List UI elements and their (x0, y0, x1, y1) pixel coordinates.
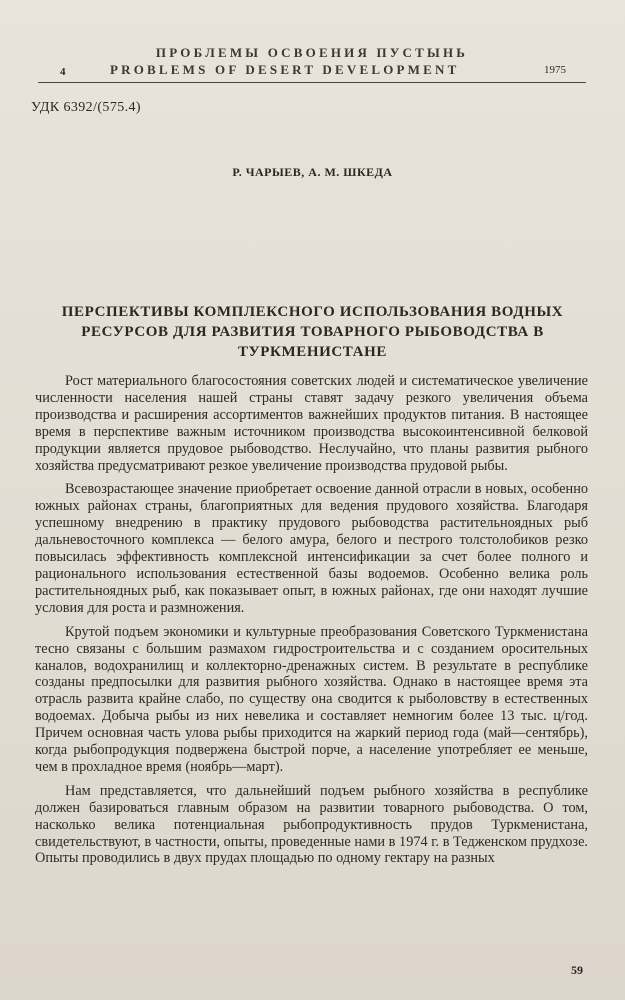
paragraph: Крутой подъем экономики и культурные преобразования Советского Туркменистана тесно связаны с большим размахом гидростроительства и с созданием оросительных каналов, водохранилищ и коллекторно-дренажных систем. В результате в республике созданы предпосылки для развития рыбного хозяйства. Однако в настоящее время эта отрасль развита крайне слабо, по существу она сводится к рыболовству в естественных водоемах. Добыча рыбы из них невелика и составляет немногим более 13 тыс. ц/год. Причем основная часть улова рыбы приходится на жаркий период года (май—сентябрь), когда рыбопродукция подвержена быстрой порче, а население употребляет ее меньше, чем в прохладное время (ноябрь—март). (35, 623, 588, 775)
issue-number: 4 (60, 66, 66, 78)
journal-series-en: PROBLEMS OF DESERT DEVELOPMENT (110, 62, 460, 77)
article-authors: Р. ЧАРЫЕВ, А. М. ШКЕДА (232, 165, 393, 179)
article-body (35, 373, 588, 874)
udk-code: УДК 6392/(575.4) (31, 100, 141, 115)
paragraph: Всевозрастающее значение приобретает освоение данной отрасли в новых, особенно южных районах страны, благоприятных для ведения прудового хозяйства. Благодаря успешному внедрению в практику прудового рыбоводства растительноядных рыб дальневосточного комплекса — белого амура, белого и пестрого толстолобиков резко повысилась эффективность комплексной интенсификации за счет более полного и рационального использования естественной базы водоемов. Особенно велика роль растительноядных рыб, как показывает опыт, в южных районах, где они находят лучшие условия для роста и размножения. (35, 481, 588, 616)
paragraph: Рост материального благосостояния советских людей и систематическое увеличение численности населения нашей страны ставят задачу резкого увеличения объема производства и расширения ассортиментов важнейших продуктов питания. В настоящее время в перспективе важным источником производства высокоинтенсивной белковой продукции является прудовое рыбоводство. Неслучайно, что планы развития рыбного хозяйства предусматривают резкое увеличение производства прудовой рыбы. (35, 373, 588, 474)
running-header (38, 45, 586, 87)
publication-year: 1975 (544, 64, 566, 76)
journal-series-ru: ПРОБЛЕМЫ ОСВОЕНИЯ ПУСТЫНЬ (155, 45, 469, 60)
paragraph: Нам представляется, что дальнейший подъем рыбного хозяйства в республике должен базироваться главным образом на развитии товарного рыбоводства. О том, насколько велика потенциальная рыбопродуктивность прудов Туркменистана, свидетельствуют, в частности, опыты, проведенные нами в 1974 г. в Тедженском прудхозе. Опыты проводились в двух прудах площадью по одному гектару на разных (35, 782, 588, 867)
page-number: 59 (571, 963, 583, 977)
header-rule (38, 82, 586, 83)
article-title: ПЕРСПЕКТИВЫ КОМПЛЕКСНОГО ИСПОЛЬЗОВАНИЯ ВОДНЫХ РЕСУРСОВ ДЛЯ РАЗВИТИЯ ТОВАРНОГО РЫБОВОДСТВА В ТУРКМЕНИСТАНЕ (61, 304, 564, 360)
